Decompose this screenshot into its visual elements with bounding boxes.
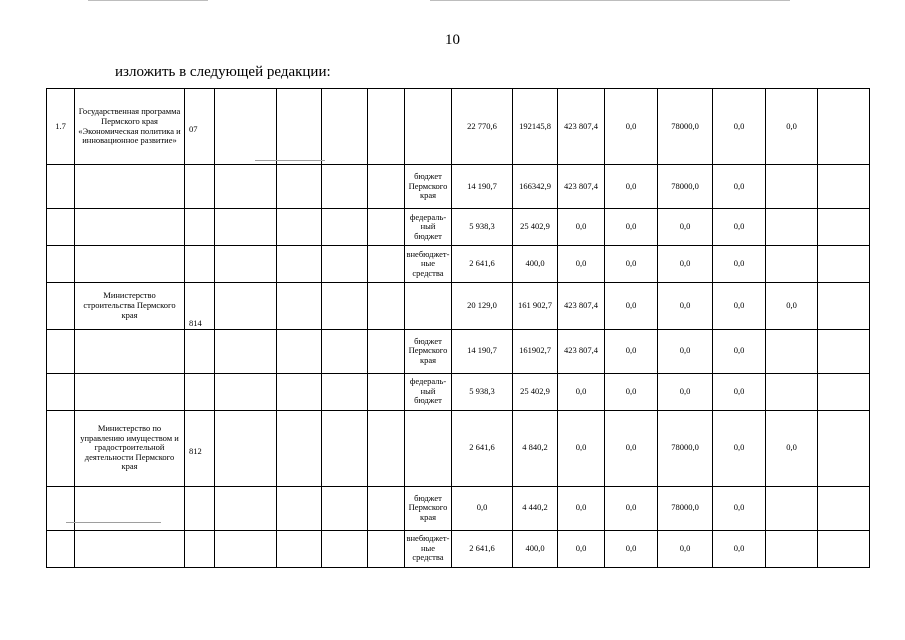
empty-cell: [322, 530, 368, 567]
value-cell-5: 78000,0: [658, 486, 713, 530]
scan-edge-line-right: [430, 0, 790, 1]
table-row: [47, 373, 870, 410]
value-cell-1: 2 641,6: [452, 246, 513, 283]
empty-cell: [368, 486, 405, 530]
value-cell-7: [766, 486, 818, 530]
table-row: [47, 486, 870, 530]
name-cell: [75, 329, 185, 373]
name-cell: Государственная программа Пермского края «Экономическая политика и инновационное развитие»: [75, 89, 185, 165]
row-number-cell: [47, 530, 75, 567]
empty-cell: [368, 246, 405, 283]
value-cell-4: 0,0: [605, 373, 658, 410]
name-cell: [75, 246, 185, 283]
value-cell-2: 4 840,2: [513, 410, 558, 486]
value-cell-5: 78000,0: [658, 165, 713, 209]
code-cell: 814: [185, 283, 215, 330]
value-cell-2: 4 440,2: [513, 486, 558, 530]
value-cell-2: 25 402,9: [513, 373, 558, 410]
code-cell: [185, 329, 215, 373]
source-cell: внебюджет-ные средства: [405, 530, 452, 567]
value-cell-1: 14 190,7: [452, 165, 513, 209]
value-cell-4: 0,0: [605, 209, 658, 246]
value-cell-3: 0,0: [558, 246, 605, 283]
source-cell: федераль-ный бюджет: [405, 373, 452, 410]
value-cell-2: 400,0: [513, 530, 558, 567]
value-cell-1: 2 641,6: [452, 410, 513, 486]
value-cell-2: 161 902,7: [513, 283, 558, 330]
empty-cell: [322, 209, 368, 246]
empty-cell: [215, 89, 277, 165]
value-cell-5: 0,0: [658, 329, 713, 373]
table-row: [47, 246, 870, 283]
empty-cell: [322, 373, 368, 410]
table-row: [47, 530, 870, 567]
value-cell-6: 0,0: [713, 373, 766, 410]
value-cell-5: 0,0: [658, 530, 713, 567]
code-cell: [185, 209, 215, 246]
row-number-cell: [47, 329, 75, 373]
empty-cell: [277, 530, 322, 567]
value-cell-3: 0,0: [558, 486, 605, 530]
name-cell: [75, 530, 185, 567]
empty-cell: [215, 283, 277, 330]
value-cell-2: 166342,9: [513, 165, 558, 209]
empty-cell: [368, 410, 405, 486]
value-cell-5: 78000,0: [658, 410, 713, 486]
name-cell: Министерство по управлению имуществом и градостроительной деятельности Пермского края: [75, 410, 185, 486]
value-cell-7: [766, 209, 818, 246]
value-cell-3: 423 807,4: [558, 329, 605, 373]
table-row: [47, 209, 870, 246]
empty-cell: [322, 165, 368, 209]
table-row: [47, 410, 870, 486]
value-cell-1: 14 190,7: [452, 329, 513, 373]
empty-cell: [215, 165, 277, 209]
empty-cell: [277, 373, 322, 410]
empty-cell: [277, 486, 322, 530]
value-cell-7: [766, 246, 818, 283]
value-cell-3: 0,0: [558, 373, 605, 410]
code-cell: [185, 530, 215, 567]
name-cell: [75, 165, 185, 209]
table-row: [47, 329, 870, 373]
empty-cell: [215, 486, 277, 530]
empty-cell: [368, 530, 405, 567]
value-cell-6: 0,0: [713, 329, 766, 373]
empty-cell: [322, 246, 368, 283]
code-cell: 812: [185, 410, 215, 486]
value-cell-1: 5 938,3: [452, 373, 513, 410]
value-cell-7: [766, 165, 818, 209]
value-cell-5: 0,0: [658, 283, 713, 330]
value-cell-6: 0,0: [713, 209, 766, 246]
empty-cell: [215, 530, 277, 567]
value-cell-6: 0,0: [713, 165, 766, 209]
value-cell-3: 0,0: [558, 410, 605, 486]
empty-cell: [368, 89, 405, 165]
empty-cell: [818, 329, 870, 373]
scan-dash-2: [66, 522, 161, 523]
empty-cell: [322, 329, 368, 373]
source-cell: федераль-ный бюджет: [405, 209, 452, 246]
value-cell-6: 0,0: [713, 89, 766, 165]
empty-cell: [322, 410, 368, 486]
value-cell-3: 0,0: [558, 209, 605, 246]
value-cell-1: 2 641,6: [452, 530, 513, 567]
empty-cell: [368, 209, 405, 246]
table-row: [47, 283, 870, 330]
empty-cell: [277, 283, 322, 330]
value-cell-6: 0,0: [713, 410, 766, 486]
empty-cell: [818, 486, 870, 530]
value-cell-5: 0,0: [658, 209, 713, 246]
value-cell-5: 0,0: [658, 246, 713, 283]
value-cell-7: 0,0: [766, 89, 818, 165]
value-cell-5: 0,0: [658, 373, 713, 410]
value-cell-7: 0,0: [766, 410, 818, 486]
value-cell-6: 0,0: [713, 530, 766, 567]
value-cell-2: 192145,8: [513, 89, 558, 165]
empty-cell: [818, 283, 870, 330]
empty-cell: [368, 165, 405, 209]
value-cell-3: 423 807,4: [558, 283, 605, 330]
value-cell-3: 423 807,4: [558, 165, 605, 209]
value-cell-6: 0,0: [713, 486, 766, 530]
value-cell-2: 161902,7: [513, 329, 558, 373]
value-cell-2: 25 402,9: [513, 209, 558, 246]
value-cell-4: 0,0: [605, 410, 658, 486]
empty-cell: [322, 89, 368, 165]
name-cell: [75, 373, 185, 410]
name-cell: Министерство строительства Пермского края: [75, 283, 185, 330]
empty-cell: [215, 329, 277, 373]
value-cell-4: 0,0: [605, 486, 658, 530]
row-number-cell: [47, 410, 75, 486]
intro-text: изложить в следующей редакции:: [115, 64, 331, 80]
value-cell-6: 0,0: [713, 283, 766, 330]
row-number-cell: [47, 165, 75, 209]
table-row: [47, 165, 870, 209]
scan-edge-line-left: [88, 0, 208, 1]
row-number-cell: [47, 209, 75, 246]
empty-cell: [277, 165, 322, 209]
row-number-cell: 1.7: [47, 89, 75, 165]
value-cell-4: 0,0: [605, 530, 658, 567]
row-number-cell: [47, 246, 75, 283]
value-cell-7: [766, 329, 818, 373]
empty-cell: [215, 410, 277, 486]
code-cell: [185, 373, 215, 410]
empty-cell: [277, 209, 322, 246]
empty-cell: [818, 89, 870, 165]
value-cell-4: 0,0: [605, 89, 658, 165]
empty-cell: [277, 329, 322, 373]
empty-cell: [818, 209, 870, 246]
empty-cell: [368, 373, 405, 410]
value-cell-4: 0,0: [605, 165, 658, 209]
name-cell: [75, 486, 185, 530]
value-cell-1: 22 770,6: [452, 89, 513, 165]
empty-cell: [215, 246, 277, 283]
row-number-cell: [47, 486, 75, 530]
empty-cell: [818, 165, 870, 209]
empty-cell: [818, 410, 870, 486]
value-cell-4: 0,0: [605, 329, 658, 373]
source-cell: [405, 410, 452, 486]
source-cell: [405, 283, 452, 330]
empty-cell: [818, 246, 870, 283]
empty-cell: [322, 283, 368, 330]
source-cell: бюджет Пермского края: [405, 165, 452, 209]
value-cell-5: 78000,0: [658, 89, 713, 165]
page-number: 10: [445, 32, 460, 48]
table-row: [47, 89, 870, 165]
value-cell-3: 0,0: [558, 530, 605, 567]
source-cell: бюджет Пермского края: [405, 329, 452, 373]
source-cell: бюджет Пермского края: [405, 486, 452, 530]
code-cell: 07: [185, 89, 215, 165]
value-cell-1: 20 129,0: [452, 283, 513, 330]
empty-cell: [818, 530, 870, 567]
value-cell-7: [766, 373, 818, 410]
value-cell-7: [766, 530, 818, 567]
source-cell: [405, 89, 452, 165]
value-cell-6: 0,0: [713, 246, 766, 283]
empty-cell: [215, 209, 277, 246]
empty-cell: [277, 89, 322, 165]
empty-cell: [818, 373, 870, 410]
row-number-cell: [47, 373, 75, 410]
scan-dash-1: [255, 160, 325, 161]
value-cell-1: 0,0: [452, 486, 513, 530]
code-cell: [185, 246, 215, 283]
code-cell: [185, 486, 215, 530]
budget-table: [46, 88, 870, 568]
value-cell-3: 423 807,4: [558, 89, 605, 165]
table-body: [47, 89, 870, 568]
value-cell-7: 0,0: [766, 283, 818, 330]
empty-cell: [322, 486, 368, 530]
empty-cell: [277, 410, 322, 486]
value-cell-4: 0,0: [605, 283, 658, 330]
source-cell: внебюджет-ные средства: [405, 246, 452, 283]
name-cell: [75, 209, 185, 246]
empty-cell: [277, 246, 322, 283]
empty-cell: [368, 329, 405, 373]
code-cell: [185, 165, 215, 209]
empty-cell: [368, 283, 405, 330]
row-number-cell: [47, 283, 75, 330]
empty-cell: [215, 373, 277, 410]
value-cell-1: 5 938,3: [452, 209, 513, 246]
value-cell-2: 400,0: [513, 246, 558, 283]
value-cell-4: 0,0: [605, 246, 658, 283]
